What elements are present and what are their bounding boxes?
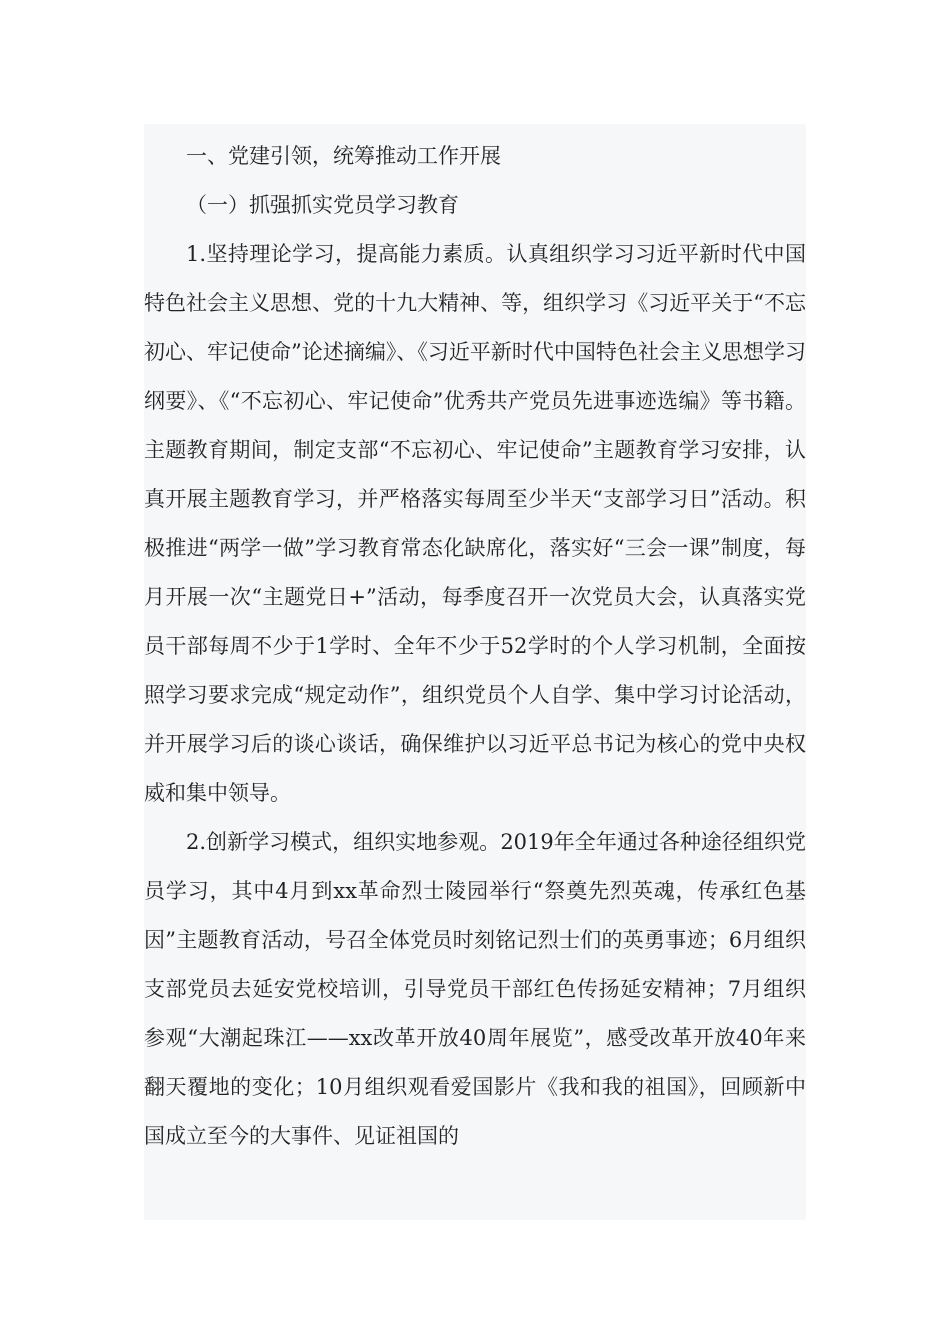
section-heading: 一、党建引领，统筹推动工作开展 bbox=[186, 144, 501, 168]
document-body bbox=[144, 124, 806, 1220]
subsection-heading: （一）抓强抓实党员学习教育 bbox=[186, 193, 459, 217]
paragraph-theory-study: 1.坚持理论学习，提高能力素质。认真组织学习习近平新时代中国特色社会主义思想、党的十九大精神、等，组织学习《习近平关于“不忘初心、牢记使命”论述摘编》、《习近平新时代中国特色社会主义思想学习纲要》、《“不忘初心、牢记使命”优秀共产党员先进事迹选编》等书籍。主题教育期间，制定支部“不忘初心、牢记使命”主题教育学习安排，认真开展主题教育学习，并严格落实每周至少半天“支部学习日”活动。积极推进“两学一做”学习教育常态化缺席化，落实好“三会一课”制度，每月开展一次“主题党日+”活动，每季度召开一次党员大会，认真落实党员干部每周不少于1学时、全年不少于52学时的个人学习机制，全面按照学习要求完成“规定动作”，组织党员个人自学、集中学习讨论活动，并开展学习后的谈心谈话，确保维护以习近平总书记为核心的党中央权威和集中领导。 bbox=[144, 242, 806, 805]
paragraph-study-mode: 2.创新学习模式，组织实地参观。2019年全年通过各种途径组织党员学习，其中4月到xx革命烈士陵园举行“祭奠先烈英魂，传承红色基因”主题教育活动，号召全体党员时刻铭记烈士们的英勇事迹；6月组织支部党员去延安党校培训，引导党员干部红色传扬延安精神；7月组织参观“大潮起珠江——xx改革开放40周年展览”，感受改革开放40年来翻天覆地的变化；10月组织观看爱国影片《我和我的祖国》，回顾新中国成立至今的大事件、见证祖国的 bbox=[144, 830, 806, 1148]
